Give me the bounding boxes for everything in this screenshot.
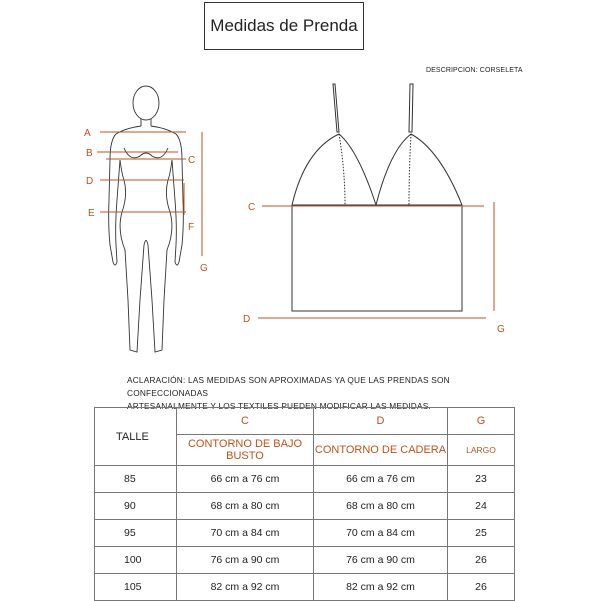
talle-cell: 95 [95, 520, 177, 547]
table-row [95, 466, 515, 493]
column-d-name: CONTORNO DE CADERA [314, 435, 448, 466]
table-row [95, 493, 515, 520]
bajo-busto-cell: 68 cm a 80 cm [177, 493, 314, 520]
talle-cell: 85 [95, 466, 177, 493]
garment-description: DESCRIPCION: CORSELETA [426, 67, 523, 74]
bajo-busto-cell: 82 cm a 92 cm [177, 574, 314, 601]
table-row [95, 574, 515, 601]
garment-label-c: C [248, 202, 256, 213]
largo-cell: 26 [448, 574, 515, 601]
table-row [95, 520, 515, 547]
column-c-letter: C [177, 408, 314, 435]
size-table [94, 407, 515, 601]
body-silhouette-icon [109, 86, 184, 352]
talle-cell: 105 [95, 574, 177, 601]
column-g-letter: G [448, 408, 515, 435]
talle-cell: 100 [95, 547, 177, 574]
label-a: A [84, 128, 91, 139]
largo-cell: 23 [448, 466, 515, 493]
largo-cell: 25 [448, 520, 515, 547]
bajo-busto-cell: 66 cm a 76 cm [177, 466, 314, 493]
corselet-icon [292, 84, 462, 311]
label-e: E [88, 208, 95, 219]
bajo-busto-cell: 76 cm a 90 cm [177, 547, 314, 574]
label-d: D [86, 176, 94, 187]
label-c: C [188, 155, 196, 166]
label-b: B [86, 148, 93, 159]
garment-label-d: D [243, 314, 251, 325]
body-labels [84, 128, 208, 274]
column-c-name: CONTORNO DE BAJO BUSTO [177, 435, 314, 466]
garment-measurement-lines [258, 202, 494, 318]
label-g: G [200, 263, 208, 274]
garment-label-g: G [497, 324, 505, 335]
cadera-cell: 82 cm a 92 cm [314, 574, 448, 601]
disclaimer-line-2: ARTESANALMENTE Y LOS TEXTILES PUEDEN MODIFICAR LAS MEDIDAS. [127, 401, 431, 411]
talle-cell: 90 [95, 493, 177, 520]
column-g-name: LARGO [448, 435, 515, 466]
largo-cell: 24 [448, 493, 515, 520]
largo-cell: 26 [448, 547, 515, 574]
disclaimer-line-1: ACLARACIÓN: LAS MEDIDAS SON APROXIMADAS YA QUE LAS PRENDAS SON CONFECCIONADAS [127, 375, 450, 398]
cadera-cell: 66 cm a 76 cm [314, 466, 448, 493]
page-title: Medidas de Prenda [204, 2, 364, 50]
cadera-cell: 70 cm a 84 cm [314, 520, 448, 547]
body-measurement-lines [97, 132, 202, 256]
talle-header: TALLE [95, 408, 177, 466]
table-row [95, 547, 515, 574]
cadera-cell: 68 cm a 80 cm [314, 493, 448, 520]
label-f: F [188, 222, 195, 233]
bajo-busto-cell: 70 cm a 84 cm [177, 520, 314, 547]
column-d-letter: D [314, 408, 448, 435]
garment-labels [243, 202, 505, 335]
cadera-cell: 76 cm a 90 cm [314, 547, 448, 574]
